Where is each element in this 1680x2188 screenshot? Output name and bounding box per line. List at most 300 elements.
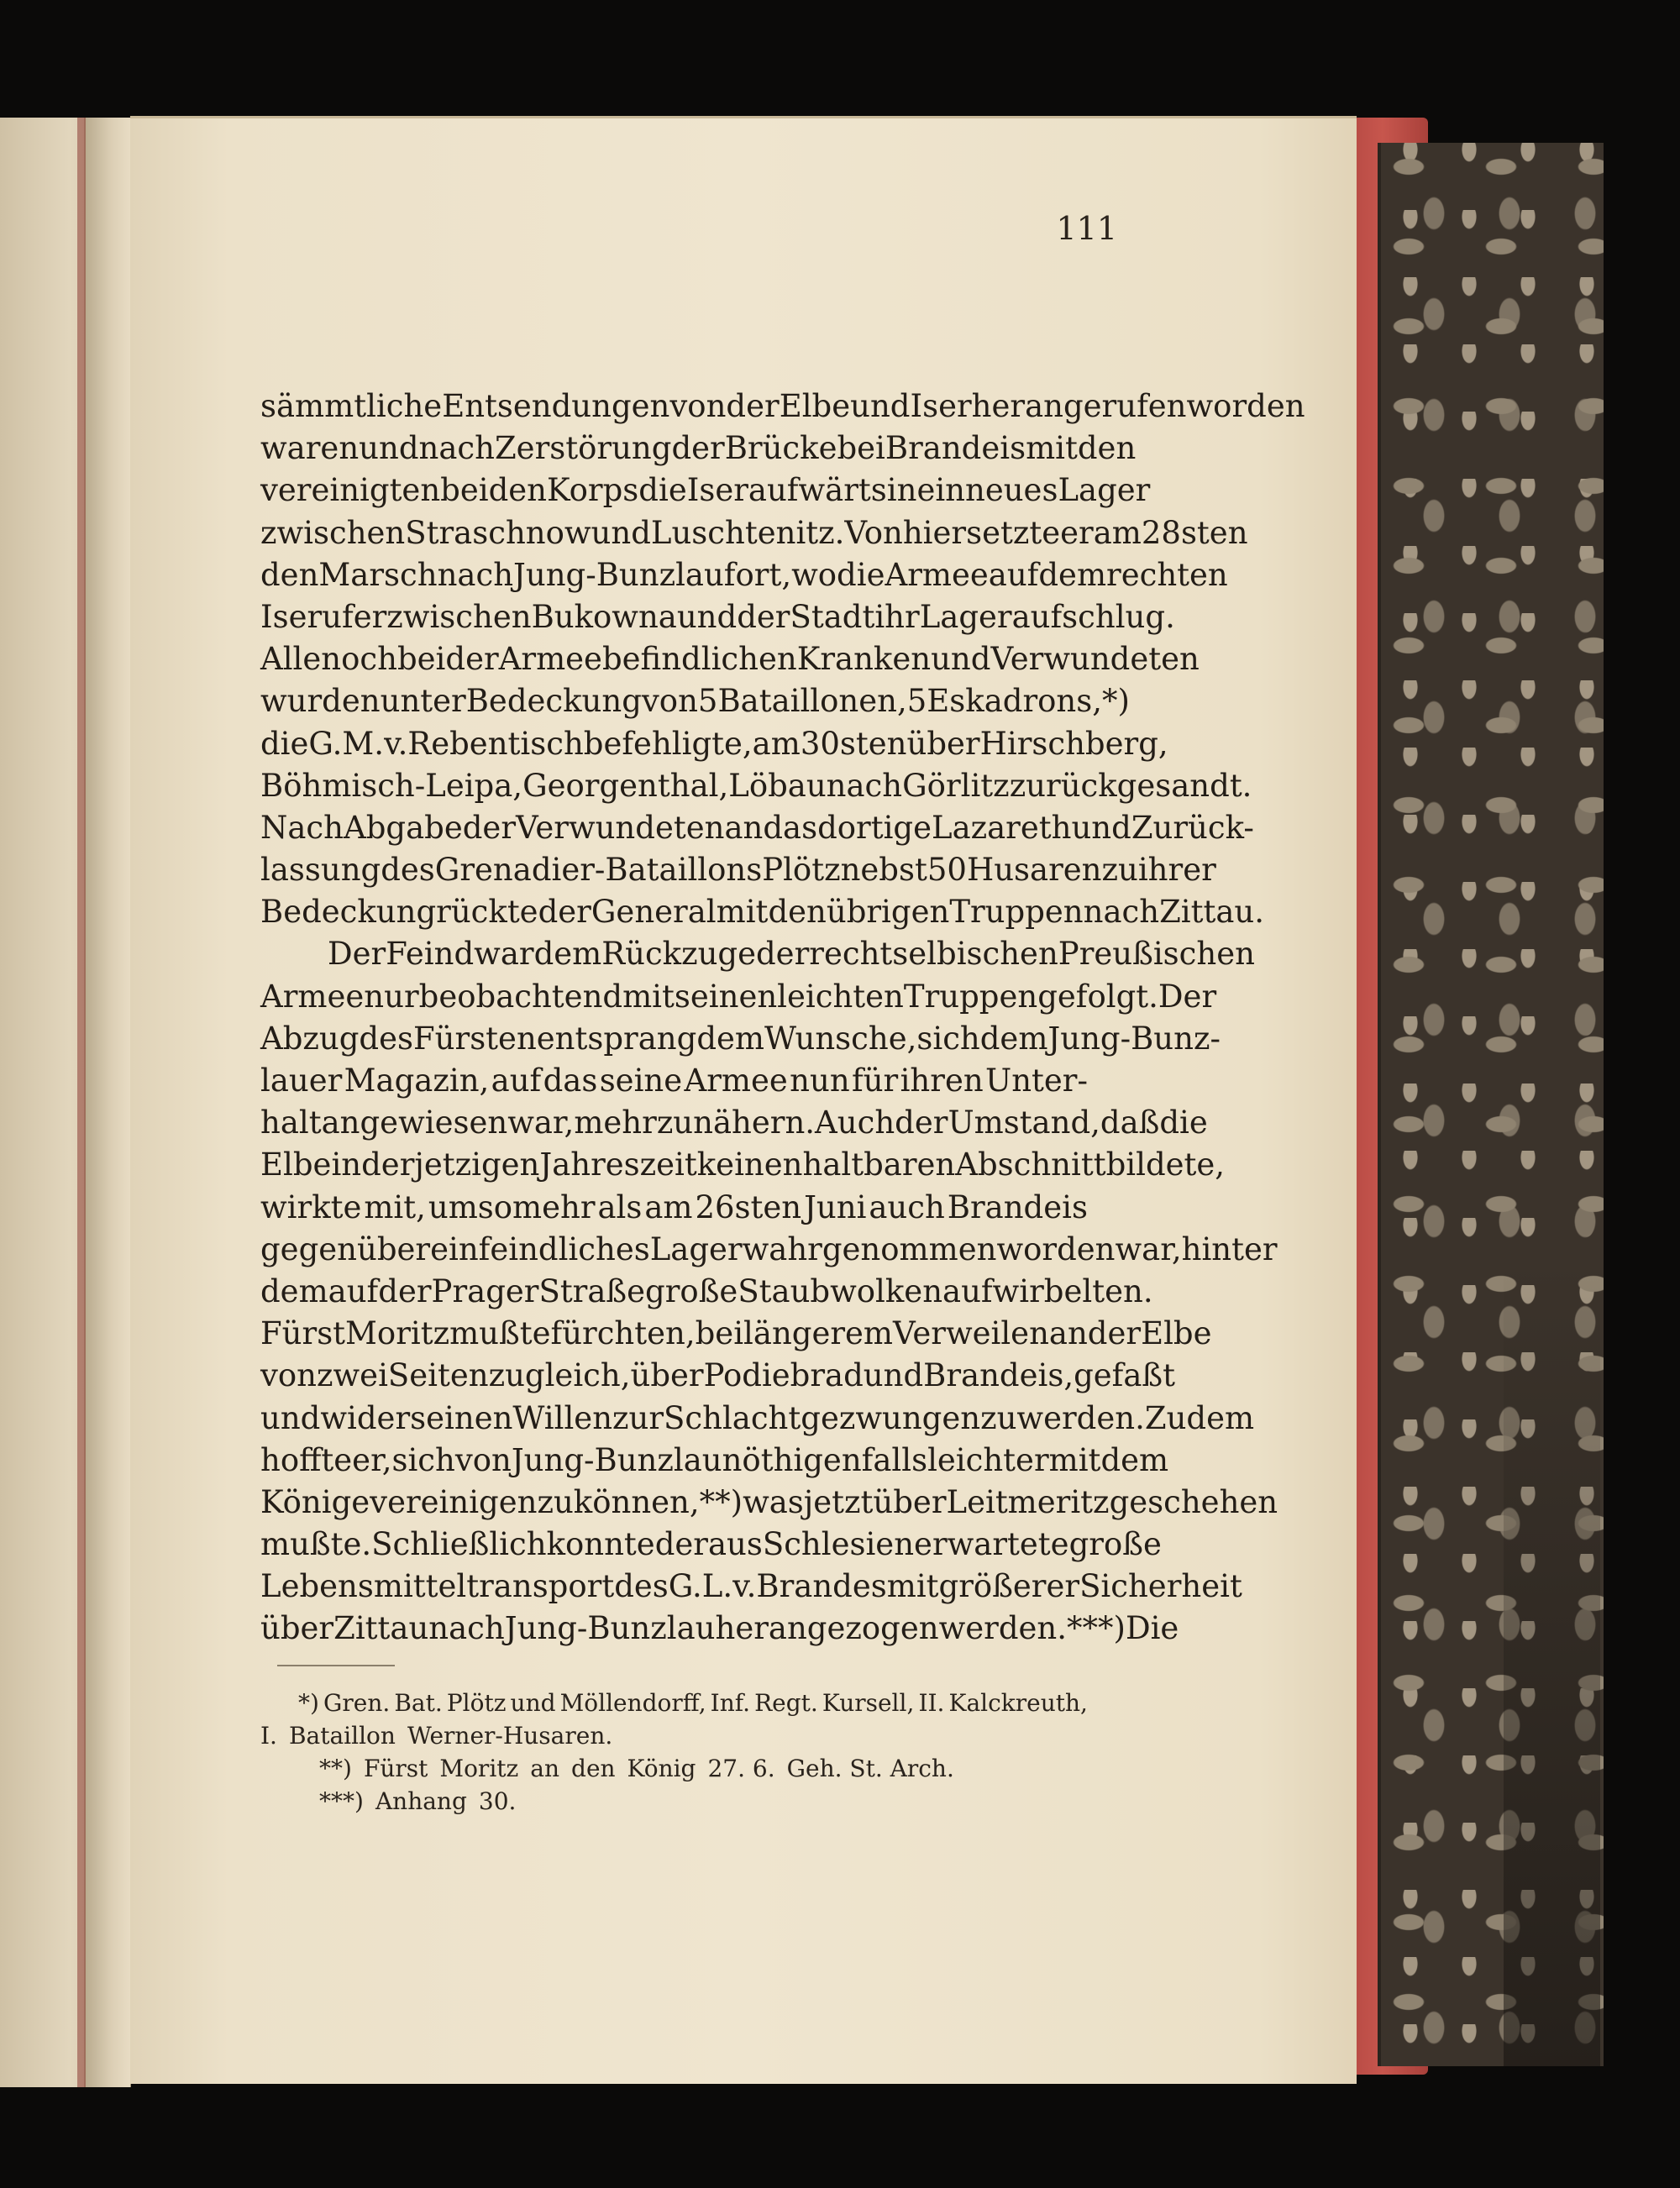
- word: an: [1048, 1315, 1088, 1352]
- word: herangerufen: [971, 388, 1187, 424]
- word: des: [359, 1020, 413, 1057]
- text-line: [260, 680, 1130, 722]
- word: Abgabe: [344, 809, 463, 846]
- text-line: [260, 765, 1252, 807]
- word: Verwundeten: [990, 641, 1200, 678]
- word: Jung-Bunz-: [1047, 1020, 1221, 1057]
- word: der: [737, 598, 790, 635]
- word: Hirschberg,: [979, 725, 1168, 762]
- footnote-word: 30.: [478, 1787, 517, 1815]
- word: und: [591, 514, 651, 551]
- word: Straschnow: [405, 514, 591, 551]
- word: mehr: [574, 1104, 657, 1141]
- word: Schlesien: [762, 1526, 915, 1563]
- word: aus: [707, 1526, 763, 1563]
- word: gezwungen: [801, 1399, 981, 1436]
- word: den: [1077, 430, 1137, 467]
- word: Truppen: [903, 978, 1038, 1015]
- word: Unter-: [985, 1063, 1088, 1099]
- footnotes: [260, 1687, 1088, 1818]
- word: halt: [260, 1104, 322, 1141]
- text-line: [260, 1398, 1255, 1440]
- word: von: [454, 1441, 512, 1478]
- endpaper-shadow: [1504, 1260, 1600, 2066]
- word: dem: [260, 1272, 328, 1309]
- word: was: [743, 1483, 804, 1520]
- text-line: [260, 1187, 1088, 1229]
- footnote-word: *): [298, 1689, 319, 1717]
- word: am: [1093, 514, 1142, 551]
- word: daß: [1100, 1104, 1160, 1141]
- word: Böhmisch-Leipa,: [260, 767, 523, 804]
- word: dem: [1100, 1441, 1169, 1478]
- word: aufwärts: [748, 472, 887, 509]
- word: Die: [1125, 1610, 1179, 1647]
- word: Lazareth: [932, 809, 1072, 846]
- word: Plötz: [762, 852, 841, 889]
- footnote-word: den: [571, 1755, 616, 1782]
- word: sämmtliche: [260, 388, 443, 424]
- footnote-word: Bataillon: [288, 1722, 396, 1750]
- text-line: [260, 470, 1151, 512]
- word: L.: [701, 1568, 733, 1605]
- word: ein: [916, 472, 965, 509]
- word: zu: [537, 1483, 574, 1520]
- word: herangezogen: [715, 1610, 939, 1647]
- word: Seiten: [387, 1357, 489, 1394]
- word: auf: [988, 556, 1039, 593]
- word: der: [538, 894, 591, 931]
- text-line: [260, 1271, 1153, 1313]
- word: Moritz: [345, 1315, 450, 1352]
- footnote-word: Moritz: [439, 1755, 519, 1782]
- word: befehligte,: [583, 725, 753, 762]
- word: worden: [1186, 388, 1305, 424]
- word: Bedeckung: [465, 683, 642, 720]
- word: nach: [428, 1610, 505, 1647]
- word: mußte.: [260, 1526, 372, 1563]
- word: lauer: [260, 1063, 343, 1099]
- footnote-word: Anhang: [375, 1787, 467, 1815]
- word: waren: [260, 430, 360, 467]
- word: rechten: [1106, 556, 1228, 593]
- text-line: [260, 1440, 1169, 1482]
- text-line: [260, 1355, 1176, 1397]
- text-line: [260, 1018, 1221, 1060]
- footnote-line: [260, 1752, 1088, 1785]
- word: von: [669, 388, 727, 424]
- word: feindliches: [478, 1230, 650, 1267]
- word: beiden: [440, 472, 547, 509]
- word: Schlacht: [664, 1399, 801, 1436]
- word: des: [614, 1568, 669, 1605]
- word: Stadt: [790, 598, 875, 635]
- word: Bukowna: [531, 598, 677, 635]
- word: für: [852, 1063, 899, 1099]
- word: Kranken: [796, 641, 932, 678]
- text-line: [260, 554, 1228, 596]
- page-number: 111: [1056, 210, 1117, 247]
- word: Iser: [686, 472, 748, 509]
- word: den: [260, 556, 319, 593]
- word: und: [850, 388, 911, 424]
- word: Jung-Bunzlau: [511, 1441, 722, 1478]
- word: Armee: [260, 978, 365, 1015]
- word: und: [1071, 809, 1131, 846]
- word: den: [768, 894, 827, 931]
- word: Preußischen: [1058, 936, 1255, 973]
- word: nähern.: [693, 1104, 816, 1141]
- word: Armee: [498, 641, 602, 678]
- word: Umstand,: [948, 1104, 1100, 1141]
- word: Elbe: [779, 388, 851, 424]
- word: der: [671, 430, 725, 467]
- word: Verweilen: [893, 1315, 1049, 1352]
- word: er: [1060, 514, 1094, 551]
- word: gegenüber: [260, 1230, 431, 1267]
- word: Brandeis: [947, 1188, 1088, 1225]
- word: mit: [1026, 430, 1078, 467]
- word: Der: [1158, 978, 1217, 1015]
- word: Lebensmitteltransport: [260, 1568, 615, 1605]
- word: als: [597, 1188, 643, 1225]
- text-line: [260, 1524, 1162, 1566]
- word: Podiebrad: [703, 1357, 864, 1394]
- word: Prager: [431, 1272, 539, 1309]
- text-line: [260, 1482, 1278, 1524]
- word: Verwundeten: [516, 809, 725, 846]
- word: auf: [328, 1272, 379, 1309]
- word: Armee: [684, 1063, 788, 1099]
- word: das: [763, 809, 818, 846]
- word: sich: [391, 1441, 455, 1478]
- word: 28sten: [1141, 514, 1248, 551]
- word: Rückzuge: [601, 936, 756, 973]
- text-line: [260, 1608, 1179, 1650]
- word: entsprang: [536, 1020, 697, 1057]
- body-text: [260, 386, 1305, 1650]
- word: größerer: [938, 1568, 1080, 1605]
- word: lassung: [260, 852, 381, 889]
- text-line: [260, 638, 1200, 680]
- word: der: [462, 809, 517, 846]
- word: Brandeis: [885, 430, 1026, 467]
- word: umsomehr: [428, 1188, 596, 1225]
- word: aufwirbelten.: [942, 1272, 1153, 1309]
- word: mit: [886, 1568, 939, 1605]
- word: Abschnitt: [955, 1146, 1106, 1183]
- word: hier: [902, 514, 967, 551]
- text-line: [260, 1313, 1212, 1355]
- word: von: [641, 683, 698, 720]
- word: auch: [869, 1188, 945, 1225]
- text-line: [260, 849, 1216, 891]
- word: rückte: [436, 894, 538, 931]
- word: Elbe: [260, 1146, 332, 1183]
- footnote-word: Plötz: [446, 1689, 507, 1717]
- word: Elbe: [1141, 1315, 1212, 1352]
- word: am: [752, 725, 801, 762]
- word: mit,: [364, 1188, 426, 1225]
- word: der: [445, 641, 499, 678]
- word: nun: [790, 1063, 850, 1099]
- word: und: [863, 1357, 924, 1394]
- footnote-line: [260, 1687, 1088, 1719]
- word: bei: [695, 1315, 744, 1352]
- word: rechtselbischen: [809, 936, 1058, 973]
- word: nach: [826, 767, 903, 804]
- footnote-word: Fürst: [363, 1755, 428, 1782]
- word: und: [260, 1399, 321, 1436]
- word: hoffte: [260, 1441, 353, 1478]
- word: der: [361, 1146, 415, 1183]
- word: konnte: [546, 1526, 655, 1563]
- word: wo: [791, 556, 837, 593]
- word: aufschlug.: [1011, 598, 1175, 635]
- footnote-line: [260, 1785, 1088, 1818]
- text-line: [260, 723, 1168, 765]
- word: Zittau.: [1159, 894, 1264, 931]
- footnote-word: ***): [319, 1787, 364, 1815]
- word: vereinigten: [260, 472, 441, 509]
- word: 30sten: [800, 725, 907, 762]
- footnote-word: Regt.: [754, 1689, 818, 1717]
- word: Straße: [538, 1272, 646, 1309]
- word: worden: [996, 1230, 1116, 1267]
- word: hinter: [1181, 1230, 1278, 1267]
- word: Fürsten: [413, 1020, 537, 1057]
- word: zugleich,: [488, 1357, 631, 1394]
- word: können,**): [573, 1483, 743, 1520]
- footnote-word: Gren.: [323, 1689, 391, 1717]
- word: am: [644, 1188, 693, 1225]
- word: die: [1159, 1104, 1208, 1141]
- word: Brandes: [756, 1568, 887, 1605]
- word: leichter: [927, 1441, 1049, 1478]
- text-line: [260, 976, 1217, 1018]
- word: zwischen: [260, 514, 406, 551]
- footnote-word: 27. 6.: [707, 1755, 775, 1782]
- word: Nach: [260, 809, 344, 846]
- word: Görlitz: [902, 767, 1010, 804]
- word: das: [543, 1063, 598, 1099]
- word: gefolgt.: [1037, 978, 1158, 1015]
- text-line: [260, 891, 1264, 933]
- word: bei: [396, 641, 446, 678]
- word: Fürst: [260, 1315, 346, 1352]
- footnote-word: Möllendorff,: [559, 1689, 706, 1717]
- word: haltbaren: [802, 1146, 956, 1183]
- word: auf: [491, 1063, 542, 1099]
- word: Armee: [885, 556, 989, 593]
- word: G.: [308, 725, 343, 762]
- word: der: [756, 936, 810, 973]
- word: Korps: [547, 472, 639, 509]
- word: zurückgesandt.: [1009, 767, 1252, 804]
- word: dem: [696, 1020, 764, 1057]
- word: Sicherheit: [1079, 1568, 1242, 1605]
- word: über: [260, 1610, 334, 1647]
- word: in: [331, 1146, 362, 1183]
- word: neues: [965, 472, 1058, 509]
- word: dem: [1038, 556, 1107, 593]
- word: setzte: [966, 514, 1061, 551]
- footnote-word: Geh. St. Arch.: [786, 1755, 954, 1782]
- word: Magazin,: [344, 1063, 490, 1099]
- word: Auch: [815, 1104, 895, 1141]
- word: dem: [979, 1020, 1048, 1057]
- word: wirkte: [260, 1188, 362, 1225]
- word: Brandeis,: [923, 1357, 1074, 1394]
- word: Grenadier-Bataillons: [434, 852, 763, 889]
- footnote-word: an: [530, 1755, 560, 1782]
- word: nach: [437, 556, 514, 593]
- word: ihren: [900, 1063, 984, 1099]
- word: ihrer: [1137, 852, 1216, 889]
- left-cover-edge: [77, 118, 86, 2087]
- word: 26sten: [695, 1188, 802, 1225]
- footnote-word: I.: [260, 1722, 277, 1750]
- word: ihr: [874, 598, 920, 635]
- word: G.: [668, 1568, 702, 1605]
- word: v.: [384, 725, 408, 762]
- word: Von: [844, 514, 903, 551]
- word: und: [676, 598, 738, 635]
- word: wurden: [260, 683, 381, 720]
- word: der: [726, 388, 780, 424]
- word: der: [378, 1272, 432, 1309]
- word: Entsendungen: [442, 388, 670, 424]
- text-line: [260, 1102, 1208, 1144]
- word: von: [260, 1357, 318, 1394]
- word: Iserufer: [260, 598, 387, 635]
- text-line: [260, 1144, 1226, 1186]
- word: Zudem: [1144, 1399, 1255, 1436]
- word: bei: [837, 430, 885, 467]
- word: der: [895, 1104, 948, 1141]
- word: und: [931, 641, 991, 678]
- footnote-divider: [277, 1665, 395, 1666]
- word: beobachtend: [418, 978, 623, 1015]
- word: zu: [1101, 852, 1138, 889]
- word: Georgenthal,: [522, 767, 729, 804]
- word: die: [638, 472, 687, 509]
- word: M.: [342, 725, 385, 762]
- word: und: [359, 430, 419, 467]
- word: jetzt: [803, 1483, 874, 1520]
- word: fürchten,: [550, 1315, 696, 1352]
- word: Husaren: [966, 852, 1102, 889]
- word: Lager: [649, 1230, 743, 1267]
- word: Feind: [386, 936, 475, 973]
- word: nöthigenfalls: [722, 1441, 928, 1478]
- word: befindlichen: [601, 641, 797, 678]
- word: mit: [622, 978, 675, 1015]
- word: über: [906, 725, 980, 762]
- footnote-word: und: [510, 1689, 556, 1717]
- word: der: [1087, 1315, 1142, 1352]
- footnote-word: Werner-Husaren.: [407, 1722, 613, 1750]
- word: Marsch: [318, 556, 438, 593]
- word: war,: [507, 1104, 575, 1141]
- word: über: [630, 1357, 704, 1394]
- word: jetzigen: [414, 1146, 540, 1183]
- word: mit: [1048, 1441, 1101, 1478]
- word: Zurück-: [1131, 809, 1254, 846]
- footnote-word: Inf.: [710, 1689, 751, 1717]
- word: Iser: [910, 388, 972, 424]
- word: Jung-Bunzlau: [504, 1610, 716, 1647]
- word: nach: [418, 430, 495, 467]
- word: war,: [1115, 1230, 1182, 1267]
- word: in: [886, 472, 917, 509]
- word: Der: [328, 936, 386, 973]
- word: v.: [732, 1568, 757, 1605]
- word: nebst: [840, 852, 927, 889]
- word: seinen: [410, 1399, 513, 1436]
- word: keinen: [696, 1146, 803, 1183]
- word: Staubwolken: [738, 1272, 943, 1309]
- text-line: [260, 1060, 1088, 1102]
- footnote-word: Kursell,: [822, 1689, 915, 1717]
- word: zwischen: [386, 598, 532, 635]
- word: geschehen: [1109, 1483, 1278, 1520]
- word: Truppen: [949, 894, 1084, 931]
- text-line: [260, 428, 1137, 470]
- word: er,: [352, 1441, 392, 1478]
- word: an: [724, 809, 764, 846]
- word: gefaßt: [1074, 1357, 1176, 1394]
- word: große: [1068, 1526, 1162, 1563]
- word: Löbau: [728, 767, 827, 804]
- footnote-word: Kalckreuth,: [948, 1689, 1088, 1717]
- word: 5: [697, 683, 718, 720]
- word: übrigen: [826, 894, 950, 931]
- word: zu: [980, 1399, 1017, 1436]
- word: fort,: [723, 556, 792, 593]
- word: die: [837, 556, 885, 593]
- word: der: [654, 1526, 708, 1563]
- word: ein: [430, 1230, 479, 1267]
- word: Abzug: [260, 1020, 360, 1057]
- word: nur: [364, 978, 419, 1015]
- word: Eskadrons,*): [927, 683, 1130, 720]
- word: mit: [716, 894, 769, 931]
- word: zu: [656, 1104, 694, 1141]
- word: zur: [612, 1399, 664, 1436]
- footnote-line: [260, 1719, 1088, 1752]
- word: Zerstörung: [494, 430, 672, 467]
- word: dem: [533, 936, 602, 973]
- word: Bedeckung: [260, 894, 437, 931]
- word: die: [260, 725, 309, 762]
- word: 50: [927, 852, 967, 889]
- word: 5: [906, 683, 927, 720]
- word: war: [474, 936, 534, 973]
- word: sich: [916, 1020, 980, 1057]
- word: seine: [599, 1063, 683, 1099]
- word: seinen: [674, 978, 778, 1015]
- word: Lager: [1058, 472, 1151, 509]
- word: bildete,: [1105, 1146, 1226, 1183]
- word: Leitmeritz: [946, 1483, 1110, 1520]
- word: wider: [320, 1399, 411, 1436]
- word: werden.***): [938, 1610, 1126, 1647]
- text-line: [260, 1566, 1242, 1608]
- word: Jung-Bunzlau: [513, 556, 724, 593]
- footnote-word: König: [627, 1755, 696, 1782]
- word: wahrgenommen: [742, 1230, 997, 1267]
